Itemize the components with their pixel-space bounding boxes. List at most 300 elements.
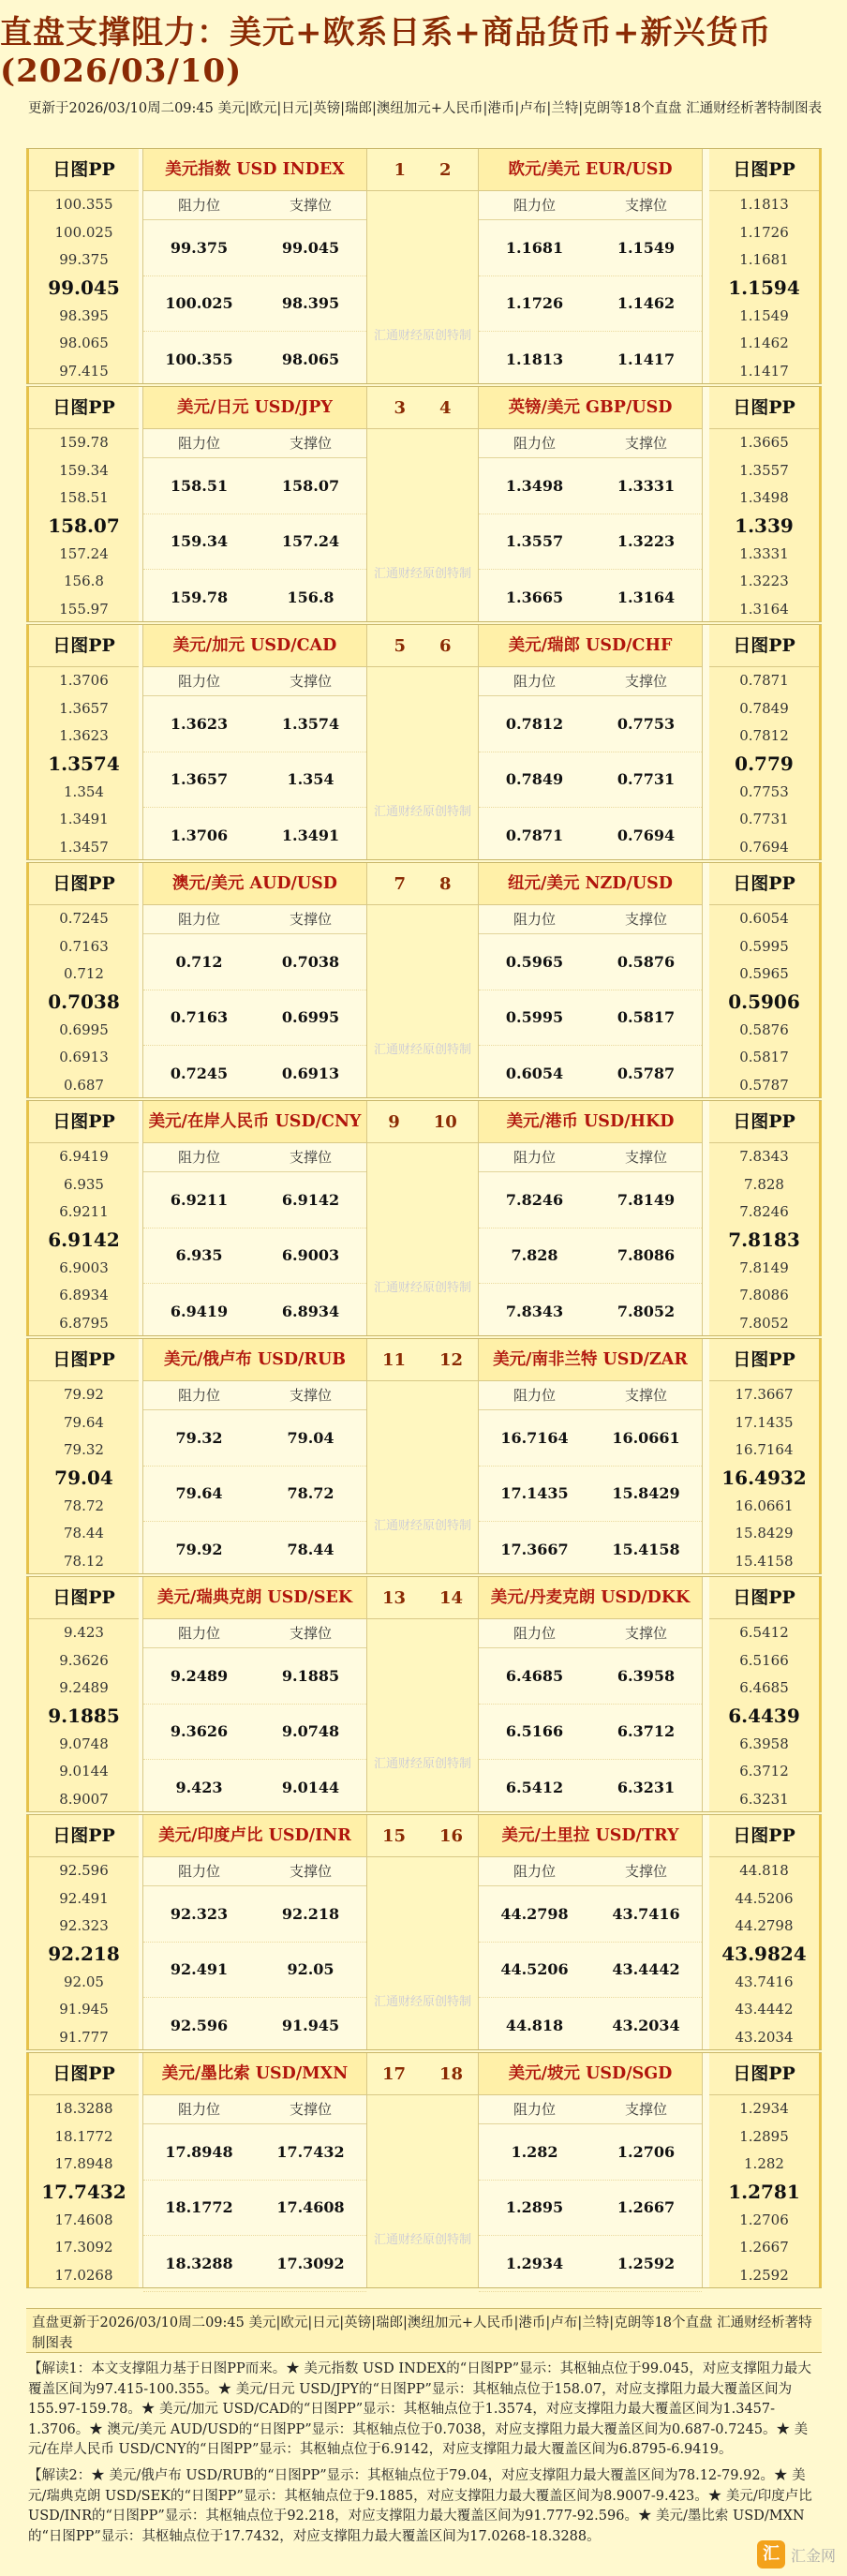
pp-level: 0.5995 bbox=[739, 937, 789, 955]
support-value: 17.3092 bbox=[276, 2254, 345, 2272]
resistance-value: 6.9211 bbox=[170, 1190, 229, 1209]
pp-column-left bbox=[26, 2053, 139, 2287]
support-header: 支撑位 bbox=[289, 1625, 332, 1642]
level-row bbox=[479, 752, 702, 809]
support-value: 0.6913 bbox=[281, 1064, 340, 1082]
column-headers bbox=[143, 1857, 366, 1886]
level-rows bbox=[143, 1172, 366, 1340]
support-header: 支撑位 bbox=[289, 673, 332, 690]
resistance-value: 79.32 bbox=[175, 1428, 223, 1447]
support-header: 支撑位 bbox=[624, 2101, 667, 2118]
pp-level: 1.3665 bbox=[739, 434, 789, 451]
pp-level: 0.687 bbox=[64, 1077, 104, 1094]
watermark: 汇通财经原创特制 bbox=[373, 1043, 471, 1057]
level-row bbox=[143, 1284, 366, 1340]
pp-level: 1.3557 bbox=[739, 461, 789, 479]
resistance-value: 44.818 bbox=[505, 2016, 564, 2034]
support-value: 99.045 bbox=[281, 238, 340, 257]
pair-table-left bbox=[142, 1815, 367, 2049]
support-value: 0.7038 bbox=[281, 952, 340, 971]
pp-header: 日图PP bbox=[29, 1577, 139, 1619]
pp-level: 1.1681 bbox=[739, 251, 789, 269]
pp-level: 1.3491 bbox=[59, 811, 109, 828]
pp-level: 98.395 bbox=[59, 306, 109, 324]
level-row bbox=[143, 570, 366, 626]
resistance-header: 阻力位 bbox=[177, 1149, 220, 1166]
pair-table-left bbox=[142, 625, 367, 859]
support-value: 9.1885 bbox=[281, 1666, 340, 1685]
center-column bbox=[367, 1339, 478, 1573]
pp-level: 18.1772 bbox=[54, 2127, 113, 2145]
pp-level: 156.8 bbox=[64, 573, 104, 590]
level-row bbox=[479, 1228, 702, 1285]
pair-number: 13 bbox=[381, 1587, 406, 1608]
resistance-header: 阻力位 bbox=[177, 1625, 220, 1642]
column-headers bbox=[143, 905, 366, 934]
pp-level: 155.97 bbox=[59, 601, 109, 618]
pp-header: 日图PP bbox=[29, 149, 139, 191]
pp-level: 1.2895 bbox=[739, 2127, 789, 2145]
support-value: 0.7694 bbox=[617, 826, 676, 844]
support-value: 1.1417 bbox=[617, 350, 676, 368]
pp-header: 日图PP bbox=[709, 863, 819, 905]
pp-column-right bbox=[709, 2053, 822, 2287]
pair-name: 美元/瑞郎 USD/CHF bbox=[479, 625, 702, 667]
resistance-value: 44.5206 bbox=[500, 1960, 569, 1979]
pp-header: 日图PP bbox=[709, 1815, 819, 1857]
center-column bbox=[367, 625, 478, 859]
column-headers bbox=[479, 1143, 702, 1172]
pp-level: 0.7245 bbox=[59, 910, 109, 927]
pair-block bbox=[26, 1338, 822, 1574]
resistance-value: 0.712 bbox=[175, 952, 223, 971]
pair-number: 1 bbox=[394, 159, 406, 180]
pair-block bbox=[26, 386, 822, 622]
pair-block bbox=[26, 2052, 822, 2288]
pp-level: 92.323 bbox=[59, 1917, 109, 1935]
pp-column-left bbox=[26, 387, 139, 621]
level-row bbox=[479, 2181, 702, 2237]
resistance-value: 1.3498 bbox=[505, 476, 564, 495]
pair-table-right bbox=[478, 863, 703, 1097]
level-row bbox=[479, 1998, 702, 2054]
resistance-value: 1.3657 bbox=[170, 770, 229, 789]
watermark: 汇通财经原创特制 bbox=[373, 1995, 471, 2009]
pp-level: 0.7731 bbox=[739, 811, 789, 828]
pair-numbers bbox=[367, 2053, 478, 2095]
pivot-value: 92.218 bbox=[48, 1943, 120, 1966]
pp-level: 0.5965 bbox=[739, 965, 789, 983]
support-value: 78.72 bbox=[287, 1484, 334, 1503]
resistance-value: 17.3667 bbox=[500, 1540, 569, 1558]
level-row bbox=[143, 1046, 366, 1102]
support-header: 支撑位 bbox=[624, 1863, 667, 1880]
pair-numbers bbox=[367, 149, 478, 191]
pair-numbers bbox=[367, 1577, 478, 1619]
resistance-header: 阻力位 bbox=[177, 911, 220, 928]
support-value: 98.065 bbox=[281, 350, 340, 368]
resistance-value: 1.2895 bbox=[505, 2198, 564, 2217]
level-rows bbox=[143, 1410, 366, 1578]
support-value: 78.44 bbox=[287, 1540, 334, 1558]
level-rows bbox=[143, 696, 366, 864]
interpretation-2: 【解读2：★ 美元/俄卢布 USD/RUB的“日图PP”显示：其枢轴点位于79.04，对应支撑阻力最大覆盖区间为78.12-79.92。★ 美元/瑞典克朗 USD/SEK的“日图PP”显示：其枢轴点位于9.1885，对应支撑阻力最大覆盖区间为8.9007-9.423。★ 美元/印度卢比 USD/INR的“日图PP”显示：其枢轴点位于92.218，对应支撑阻力最大覆盖区间为91.777-92.596。★ 美元/墨比索 USD/MXN的“日图PP”显示：其枢轴点位于17.7432，对应支撑阻力最大覆盖区间为17.0268-18.3288。 bbox=[28, 2468, 812, 2544]
column-headers bbox=[143, 2095, 366, 2124]
pp-level: 6.5412 bbox=[739, 1624, 789, 1641]
pp-column-left bbox=[26, 1577, 139, 1811]
pp-level: 79.64 bbox=[64, 1413, 104, 1431]
resistance-value: 0.7245 bbox=[170, 1064, 229, 1082]
resistance-value: 1.1681 bbox=[505, 238, 564, 257]
level-row bbox=[143, 220, 366, 276]
pp-level: 16.0661 bbox=[735, 1496, 794, 1514]
pp-level: 79.92 bbox=[64, 1386, 104, 1403]
watermark: 汇通财经原创特制 bbox=[373, 805, 471, 819]
pair-name: 美元/港币 USD/HKD bbox=[479, 1101, 702, 1143]
pair-number: 17 bbox=[381, 2063, 406, 2084]
pp-level: 44.2798 bbox=[735, 1917, 794, 1935]
resistance-header: 阻力位 bbox=[513, 2101, 556, 2118]
pp-level: 9.2489 bbox=[59, 1679, 109, 1697]
column-headers bbox=[479, 1619, 702, 1648]
resistance-value: 79.64 bbox=[175, 1484, 223, 1503]
pp-level: 1.2706 bbox=[739, 2211, 789, 2228]
resistance-header: 阻力位 bbox=[513, 1387, 556, 1404]
pp-level: 6.8934 bbox=[59, 1287, 109, 1304]
level-row bbox=[479, 808, 702, 864]
pp-level: 43.4442 bbox=[735, 2001, 794, 2018]
watermark: 汇通财经原创特制 bbox=[373, 2233, 471, 2247]
pp-header: 日图PP bbox=[29, 625, 139, 667]
support-value: 1.3574 bbox=[281, 714, 340, 733]
pp-level: 157.24 bbox=[59, 544, 109, 562]
resistance-header: 阻力位 bbox=[513, 673, 556, 690]
resistance-value: 6.9419 bbox=[170, 1302, 229, 1320]
support-header: 支撑位 bbox=[624, 1625, 667, 1642]
level-row bbox=[479, 458, 702, 514]
pp-level: 0.7753 bbox=[739, 782, 789, 800]
level-row bbox=[143, 1943, 366, 1999]
pp-level: 18.3288 bbox=[54, 2100, 113, 2117]
support-value: 0.6995 bbox=[281, 1008, 340, 1027]
pp-column-right bbox=[709, 1815, 822, 2049]
support-value: 0.5817 bbox=[617, 1008, 676, 1027]
pp-column-left bbox=[26, 1815, 139, 2049]
pp-level: 17.3092 bbox=[54, 2239, 113, 2256]
resistance-value: 18.1772 bbox=[165, 2198, 233, 2217]
pp-level: 1.2667 bbox=[739, 2239, 789, 2256]
pp-level: 6.3231 bbox=[739, 1791, 789, 1809]
pair-number: 4 bbox=[439, 397, 452, 418]
pp-level: 0.712 bbox=[64, 965, 104, 983]
support-header: 支撑位 bbox=[289, 435, 332, 452]
watermark: 汇通财经原创特制 bbox=[373, 1757, 471, 1771]
level-row bbox=[479, 1172, 702, 1228]
pp-level: 1.2592 bbox=[739, 2267, 789, 2285]
support-value: 9.0748 bbox=[281, 1722, 340, 1741]
level-rows bbox=[143, 1886, 366, 2054]
pair-table-right bbox=[478, 625, 703, 859]
pp-level: 79.32 bbox=[64, 1441, 104, 1459]
support-value: 1.2592 bbox=[617, 2254, 676, 2272]
pp-level: 6.3958 bbox=[739, 1735, 789, 1752]
pp-level: 6.9211 bbox=[59, 1203, 109, 1221]
resistance-value: 7.828 bbox=[511, 1246, 558, 1265]
pp-level: 91.945 bbox=[59, 2001, 109, 2018]
logo-icon: 汇 bbox=[757, 2540, 785, 2569]
resistance-value: 6.5166 bbox=[505, 1722, 564, 1741]
resistance-value: 1.3557 bbox=[505, 532, 564, 551]
pair-number: 8 bbox=[439, 873, 452, 894]
pair-name: 英镑/美元 GBP/USD bbox=[479, 387, 702, 429]
resistance-header: 阻力位 bbox=[177, 1863, 220, 1880]
pp-level: 9.423 bbox=[64, 1624, 104, 1641]
level-row bbox=[479, 332, 702, 388]
level-row bbox=[479, 934, 702, 990]
resistance-value: 0.7871 bbox=[505, 826, 564, 844]
level-rows bbox=[479, 1648, 702, 1816]
pp-level: 91.777 bbox=[59, 2029, 109, 2047]
footer-note: 直盘更新于2026/03/10周二09:45 美元|欧元|日元|英镑|瑞郎|澳纽加元+人民币|港币|卢布|兰特|克朗等18个直盘 汇通财经析著特制图表 bbox=[26, 2308, 822, 2353]
pair-number: 2 bbox=[439, 159, 452, 180]
pair-name: 欧元/美元 EUR/USD bbox=[479, 149, 702, 191]
level-rows bbox=[143, 458, 366, 626]
pair-name: 纽元/美元 NZD/USD bbox=[479, 863, 702, 905]
pp-level: 0.6913 bbox=[59, 1049, 109, 1066]
column-headers bbox=[479, 191, 702, 220]
resistance-value: 7.8246 bbox=[505, 1190, 564, 1209]
column-headers bbox=[479, 667, 702, 696]
support-value: 6.9142 bbox=[281, 1190, 340, 1209]
resistance-value: 9.423 bbox=[175, 1778, 223, 1796]
pp-level: 7.8052 bbox=[739, 1315, 789, 1333]
pp-level: 97.415 bbox=[59, 363, 109, 380]
center-column bbox=[367, 387, 478, 621]
pp-level: 0.6054 bbox=[739, 910, 789, 927]
pp-level: 0.6995 bbox=[59, 1020, 109, 1038]
pp-level: 1.3457 bbox=[59, 839, 109, 856]
pair-name: 美元/日元 USD/JPY bbox=[143, 387, 366, 429]
pivot-value: 0.5906 bbox=[728, 990, 800, 1014]
support-value: 98.395 bbox=[281, 294, 340, 313]
resistance-value: 1.3623 bbox=[170, 714, 229, 733]
level-rows bbox=[143, 2124, 366, 2292]
resistance-value: 100.355 bbox=[165, 350, 233, 368]
level-rows bbox=[479, 2124, 702, 2292]
pair-numbers bbox=[367, 625, 478, 667]
resistance-value: 158.51 bbox=[170, 476, 229, 495]
pp-level: 9.0144 bbox=[59, 1763, 109, 1780]
support-value: 1.3164 bbox=[617, 588, 676, 606]
pivot-value: 1.339 bbox=[735, 514, 794, 538]
pp-level: 78.12 bbox=[64, 1553, 104, 1571]
support-value: 0.5876 bbox=[617, 952, 676, 971]
level-row bbox=[143, 808, 366, 864]
resistance-header: 阻力位 bbox=[513, 1625, 556, 1642]
support-header: 支撑位 bbox=[289, 1863, 332, 1880]
support-value: 6.3712 bbox=[617, 1722, 676, 1741]
resistance-value: 9.3626 bbox=[170, 1722, 229, 1741]
support-value: 92.218 bbox=[281, 1904, 340, 1923]
level-row bbox=[143, 332, 366, 388]
level-row bbox=[143, 2124, 366, 2181]
support-value: 16.0661 bbox=[612, 1428, 680, 1447]
support-header: 支撑位 bbox=[289, 1149, 332, 1166]
pp-header: 日图PP bbox=[709, 387, 819, 429]
level-row bbox=[479, 696, 702, 752]
pp-level: 0.7871 bbox=[739, 672, 789, 689]
pp-level: 17.3667 bbox=[735, 1386, 794, 1403]
support-value: 92.05 bbox=[287, 1960, 334, 1979]
watermark: 汇通财经原创特制 bbox=[373, 329, 471, 343]
pp-level: 0.5876 bbox=[739, 1020, 789, 1038]
support-value: 91.945 bbox=[281, 2016, 340, 2034]
pair-table-left bbox=[142, 863, 367, 1097]
support-value: 7.8052 bbox=[617, 1302, 676, 1320]
support-header: 支撑位 bbox=[289, 2101, 332, 2118]
pp-level: 44.5206 bbox=[735, 1889, 794, 1907]
column-headers bbox=[143, 429, 366, 458]
support-value: 1.2706 bbox=[617, 2142, 676, 2161]
support-value: 15.8429 bbox=[612, 1484, 680, 1503]
watermark: 汇通财经原创特制 bbox=[373, 1519, 471, 1533]
support-header: 支撑位 bbox=[289, 1387, 332, 1404]
center-column bbox=[367, 863, 478, 1097]
pp-header: 日图PP bbox=[29, 387, 139, 429]
pp-level: 1.354 bbox=[64, 782, 104, 800]
support-header: 支撑位 bbox=[624, 435, 667, 452]
level-row bbox=[143, 696, 366, 752]
pair-number: 3 bbox=[394, 397, 406, 418]
pair-name: 美元指数 USD INDEX bbox=[143, 149, 366, 191]
level-rows bbox=[143, 934, 366, 1102]
column-headers bbox=[143, 1619, 366, 1648]
center-column bbox=[367, 1577, 478, 1811]
pp-column-left bbox=[26, 1339, 139, 1573]
pivot-value: 99.045 bbox=[48, 276, 120, 300]
level-row bbox=[479, 1410, 702, 1467]
level-row bbox=[479, 1046, 702, 1102]
column-headers bbox=[479, 1381, 702, 1410]
support-value: 43.4442 bbox=[612, 1960, 680, 1979]
center-column bbox=[367, 2053, 478, 2287]
pp-column-right bbox=[709, 1101, 822, 1335]
pair-table-left bbox=[142, 1339, 367, 1573]
pp-level: 0.7849 bbox=[739, 699, 789, 717]
pair-name: 美元/坡元 USD/SGD bbox=[479, 2053, 702, 2095]
support-value: 43.2034 bbox=[612, 2016, 680, 2034]
resistance-value: 17.1435 bbox=[500, 1484, 569, 1503]
resistance-value: 92.323 bbox=[170, 1904, 229, 1923]
pp-level: 7.828 bbox=[744, 1175, 784, 1193]
column-headers bbox=[143, 667, 366, 696]
level-row bbox=[143, 752, 366, 809]
pp-level: 7.8149 bbox=[739, 1258, 789, 1276]
pp-level: 99.375 bbox=[59, 251, 109, 269]
pair-name: 美元/土里拉 USD/TRY bbox=[479, 1815, 702, 1857]
pp-column-left bbox=[26, 1101, 139, 1335]
level-row bbox=[479, 276, 702, 333]
pp-level: 9.0748 bbox=[59, 1735, 109, 1752]
resistance-value: 99.375 bbox=[170, 238, 229, 257]
support-value: 17.7432 bbox=[276, 2142, 345, 2161]
pivot-value: 6.9142 bbox=[48, 1228, 120, 1252]
resistance-value: 44.2798 bbox=[500, 1904, 569, 1923]
level-row bbox=[143, 514, 366, 571]
pp-level: 6.935 bbox=[64, 1175, 104, 1193]
pp-level: 17.4608 bbox=[54, 2211, 113, 2228]
level-rows bbox=[479, 458, 702, 626]
level-row bbox=[479, 2124, 702, 2181]
resistance-header: 阻力位 bbox=[177, 1387, 220, 1404]
pair-numbers bbox=[367, 1101, 478, 1143]
support-value: 6.3231 bbox=[617, 1778, 676, 1796]
pair-block bbox=[26, 862, 822, 1098]
pair-block bbox=[26, 1814, 822, 2050]
pp-header: 日图PP bbox=[29, 863, 139, 905]
level-row bbox=[479, 1522, 702, 1578]
level-row bbox=[479, 1467, 702, 1523]
level-row bbox=[479, 1648, 702, 1705]
pair-name: 美元/丹麦克朗 USD/DKK bbox=[479, 1577, 702, 1619]
pp-column-left bbox=[26, 625, 139, 859]
pp-level: 17.0268 bbox=[54, 2267, 113, 2285]
pair-name: 美元/加元 USD/CAD bbox=[143, 625, 366, 667]
column-headers bbox=[479, 429, 702, 458]
level-row bbox=[143, 458, 366, 514]
pivot-value: 17.7432 bbox=[41, 2181, 126, 2204]
pivot-value: 1.1594 bbox=[728, 276, 800, 300]
level-row bbox=[143, 1705, 366, 1761]
pp-header: 日图PP bbox=[29, 1339, 139, 1381]
pp-header: 日图PP bbox=[709, 2053, 819, 2095]
site-logo[interactable] bbox=[757, 2540, 836, 2569]
resistance-value: 0.5995 bbox=[505, 1008, 564, 1027]
pair-table-right bbox=[478, 387, 703, 621]
level-row bbox=[143, 1410, 366, 1467]
pair-name: 美元/俄卢布 USD/RUB bbox=[143, 1339, 366, 1381]
pair-number: 7 bbox=[394, 873, 406, 894]
resistance-value: 1.1726 bbox=[505, 294, 564, 313]
pp-header: 日图PP bbox=[29, 1101, 139, 1143]
resistance-value: 18.3288 bbox=[165, 2254, 233, 2272]
level-row bbox=[479, 1943, 702, 1999]
resistance-value: 159.78 bbox=[170, 588, 229, 606]
pp-level: 1.1813 bbox=[739, 196, 789, 213]
level-row bbox=[143, 990, 366, 1047]
resistance-header: 阻力位 bbox=[513, 197, 556, 214]
pp-level: 7.8246 bbox=[739, 1203, 789, 1221]
pair-number: 6 bbox=[439, 635, 452, 656]
resistance-header: 阻力位 bbox=[513, 911, 556, 928]
pair-block bbox=[26, 1100, 822, 1336]
pp-level: 0.5787 bbox=[739, 1077, 789, 1094]
pair-number: 16 bbox=[439, 1825, 464, 1846]
pp-level: 9.3626 bbox=[59, 1651, 109, 1669]
pp-level: 6.9003 bbox=[59, 1258, 109, 1276]
pivot-value: 79.04 bbox=[54, 1467, 113, 1490]
pp-level: 6.9419 bbox=[59, 1148, 109, 1165]
resistance-value: 159.34 bbox=[170, 532, 229, 551]
level-rows bbox=[143, 220, 366, 388]
support-value: 0.5787 bbox=[617, 1064, 676, 1082]
resistance-value: 17.8948 bbox=[165, 2142, 233, 2161]
pp-header: 日图PP bbox=[709, 1101, 819, 1143]
column-headers bbox=[143, 1381, 366, 1410]
update-line: 更新于2026/03/10周二09:45 美元|欧元|日元|英镑|瑞郎|澳纽加元+人民币|港币|卢布|兰特|克朗等18个直盘 汇通财经析著特制图表 bbox=[28, 101, 823, 116]
pp-level: 44.818 bbox=[739, 1862, 789, 1879]
level-row bbox=[143, 1998, 366, 2054]
